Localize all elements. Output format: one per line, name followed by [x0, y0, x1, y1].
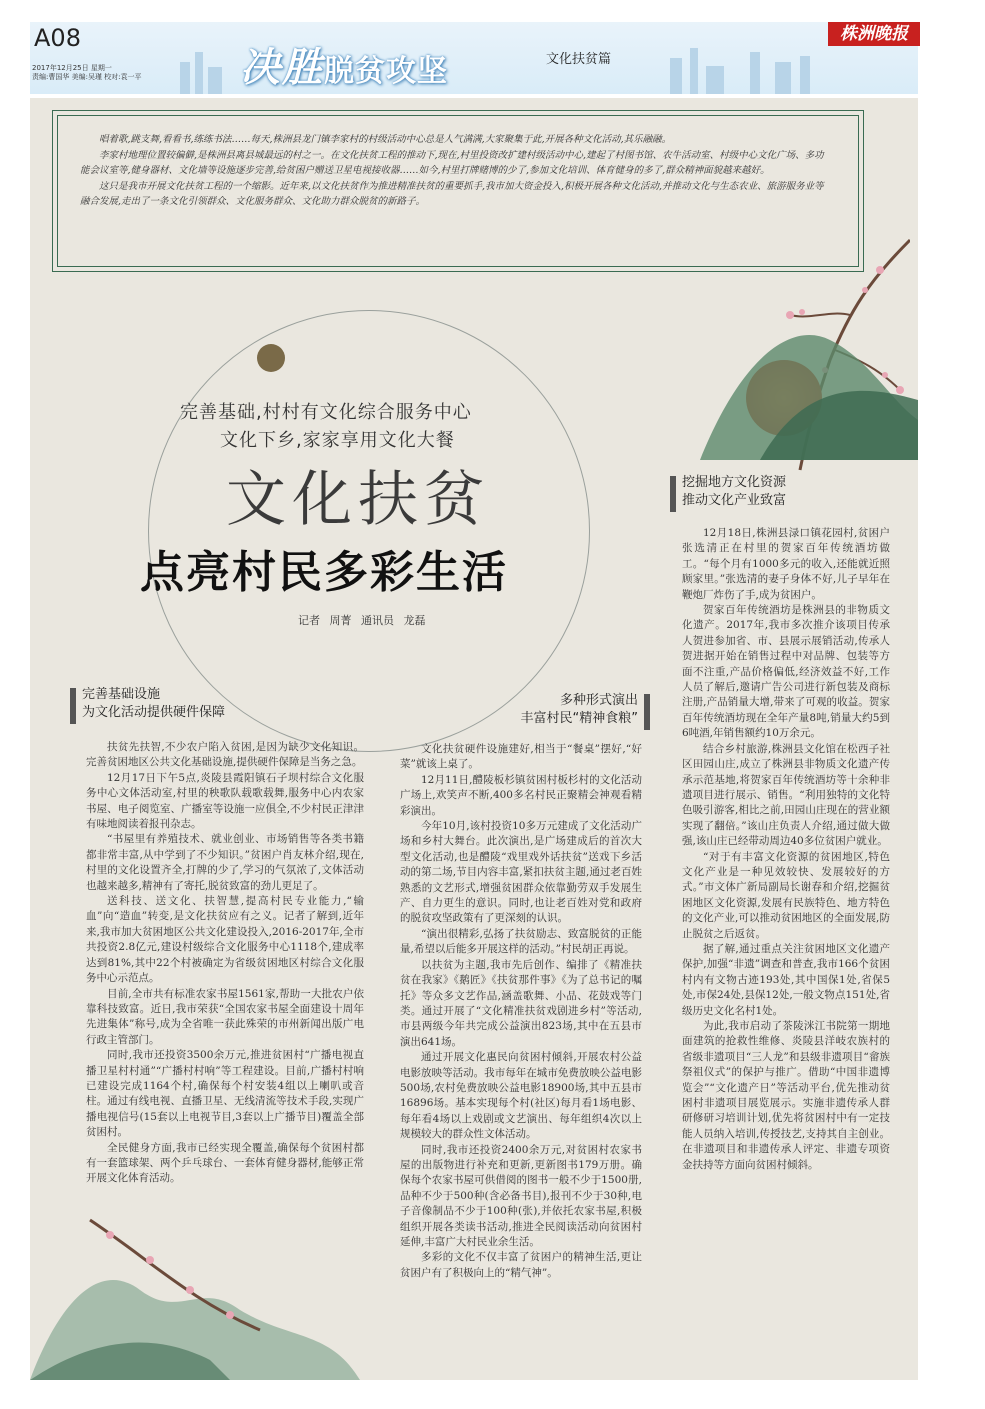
header-banner	[30, 22, 918, 94]
body-paragraph: 12月11日,醴陵板杉镇贫困村板杉村的文化活动广场上,欢笑声不断,400多名村民正聚精会神观看精彩演出。	[400, 773, 642, 817]
decorative-dot	[257, 344, 285, 372]
subhead-bar	[644, 694, 650, 730]
section1-body	[86, 740, 364, 1187]
section2-subhead	[488, 692, 650, 728]
headline-sub2: 文化下乡,家家享用文化大餐	[220, 430, 455, 451]
body-paragraph: 同时,我市还投资3500余万元,推进贫困村“广播电视直播卫星村村通”“广播村村响”等工程建设。目前,广播村村响已建设完成1164个村,确保每个村安装4组以上喇叭或音柱。通过有线电视、直播卫星、无线清流等技术手段,实现广播电视信号(15套以上电视节目,3套以上广播节目)覆盖全部贫困村。	[86, 1049, 364, 1139]
body-paragraph: 为此,我市启动了茶陵洣江书院第一期地面建筑的抢救性维修、炎陵县洋岐农族村的省级非遗项目“三人龙”和县级非遗项目“畲族祭祖仪式”的保护与推广。借助“中国非遗博览会”“文化遗产日”等活动平台,优先推动贫困村非遗项目展览展示。实施非遗传承人群研修研习培训计划,优先将贫困村中有一定技能人员纳入培训,传授技艺,支持其自主创业。在非遗项目和非遗传承人评定、非遗专项资金扶持等方面向贫困村倾斜。	[682, 1020, 890, 1171]
date-text: 2017年12月25日 星期一	[32, 64, 112, 72]
body-paragraph: “书屋里有养殖技术、就业创业、市场销售等各类书籍都非常丰富,从中学到了不少知识。”贫困户肖友林介绍,现在,村里的文化设置齐全,打牌的少了,学习的气氛浓了,文体活动也越来越多,精神有了寄托,脱贫致富的劲儿更足了。	[86, 833, 364, 892]
body-paragraph: 贺家百年传统酒坊是株洲县的非物质文化遗产。2017年,我市多次推介该项目传承人贺进参加省、市、县展示展销活动,传承人贺进据开始在销售过程中对品牌、包装等方面不注重,产品价格偏低,经济效益不好,工作人员了解后,邀请广告公司进行新包装及商标注册,产品销量大增,带来了可观的收益。贺家百年传统酒坊现在全年产量8吨,销量大约5到6吨酒,年销售额约10万余元。	[682, 604, 890, 740]
body-paragraph: 12月17日下午5点,炎陵县霞阳镇石子坝村综合文化服务中心文体活动室,村里的秧歌队载歌载舞,服务中心内农家书屋、电子阅览室、广播室等设施一应俱全,不少村民正津津有味地阅读着报刊杂志。	[86, 771, 364, 831]
section3-head2: 推动文化产业致富	[682, 493, 787, 508]
mountain-decoration	[700, 300, 918, 460]
intro-text	[80, 132, 832, 210]
masthead-big: 决胜	[240, 45, 324, 91]
bottom-mountain-decoration	[30, 1180, 450, 1380]
section1-head1: 完善基础设施	[82, 687, 161, 702]
section3-body	[682, 526, 890, 1173]
headline-title1: 文化扶贫	[226, 465, 490, 535]
body-paragraph: “演出很精彩,弘扬了扶贫励志、致富脱贫的正能量,希望以后能多开展这样的活动。”村民胡正再说。	[400, 927, 642, 956]
byline: 记者 周菁 通讯员 龙磊	[298, 614, 426, 627]
body-paragraph: 全民健身方面,我市已经实现全覆盖,确保每个贫困村都有一套篮球架、两个乒乓球台、一套体育健身器材,能够正常开展文化体育活动。	[86, 1141, 364, 1185]
section2-head1: 多种形式演出	[559, 693, 638, 708]
body-paragraph: 以扶贫为主题,我市先后创作、编排了《精准扶贫在我家》《鹅匠》《扶贫那件事》《为了总书记的嘱托》等众多文艺作品,涵盖歌舞、小品、花鼓戏等门类。通过开展了“文化精准扶贫戏剧进乡村”等活动,市县两级今年共完成公益演出823场,其中在五县市演出641场。	[400, 958, 642, 1048]
section3-subhead	[670, 474, 786, 510]
date-line	[32, 64, 142, 82]
headline-title2: 点亮村民多彩生活	[140, 547, 508, 598]
body-paragraph: 今年10月,该村投资10多万元建成了文化活动广场和乡村大舞台。此次演出,是广场建成后的首次大型文化活动,也是醴陵“戏里戏外话扶贫”送戏下乡活动的第二场,节目内容丰富,紧扣扶贫主题,通过老百姓熟悉的文艺形式,增强贫困群众依靠勤劳双手发展生产、自力更生的意识。同时,也让老百姓对党和政府的脱贫攻坚政策有了更深刻的认识。	[400, 820, 642, 925]
section2-body	[400, 742, 642, 1281]
masthead-mid: 脱贫攻坚	[324, 54, 448, 89]
body-paragraph: 12月18日,株洲县渌口镇花园村,贫困户张选清正在村里的贺家百年传统酒坊做工。“每个月有1000多元的收入,还能就近照顾家里。”张选清的妻子身体不好,儿子早年在鞭炮厂炸伤了手,成为贫困户。	[682, 527, 890, 601]
body-paragraph: 文化扶贫硬件设施建好,相当于“餐桌”摆好,“好菜”就该上桌了。	[400, 743, 642, 771]
headline-sub1: 完善基础,村村有文化综合服务中心	[180, 402, 472, 423]
subhead-bar	[70, 688, 76, 724]
skyline-decoration	[30, 22, 918, 94]
intro-paragraph: 李家村地理位置较偏僻,是株洲县离县城最远的村之一。在文化扶贫工程的推动下,现在,村里投资改扩建村级活动中心,建起了村图书馆、农牛活动室、村级中心文化广场、多功能会议室等,健身器材、文化墙等设施逐步完善,给贫困户赠送卫星电视接收器……如今,村里打牌赌博的少了,参加文化培训、体育健身的多了,群众精神面貌越来越好。	[80, 150, 824, 176]
body-paragraph: “对于有丰富文化资源的贫困地区,特色文化产业是一种见效较快、发展较好的方式。”市文体广新局副局长谢春和介绍,挖掘贫困地区文化资源,发展有民族特色、地方特色的文化产业,可以推动贫困地区的全面发展,防止脱贫之后返贫。	[682, 850, 890, 940]
subhead-bar	[670, 476, 676, 512]
section1-head2: 为文化活动提供硬件保障	[82, 705, 226, 720]
intro-paragraph: 唱着歌,跳支舞,看看书,练练书法……每天,株洲县龙门镇李家村的村级活动中心总是人气满满,大家聚集于此,开展各种文化活动,其乐融融。	[99, 134, 672, 145]
section2-head2: 丰富村民“精神食粮”	[520, 711, 638, 726]
body-paragraph: 多彩的文化不仅丰富了贫困户的精神生活,更让贫困户有了积极向上的“精气神”。	[400, 1251, 642, 1279]
body-paragraph: 目前,全市共有标准农家书屋1561家,帮助一大批农户依靠科技致富。近日,我市荣获“全国农家书屋全面建设十周年先进集体”称号,成为全省唯一获此殊荣的市州新闻出版广电行政主管部门。	[86, 987, 364, 1046]
masthead	[240, 36, 448, 93]
body-paragraph: 扶贫先扶智,不少农户陷入贫困,是因为缺少文化知识。完善贫困地区公共文化基础设施,提供硬件保障是当务之急。	[86, 741, 364, 769]
body-paragraph: 结合乡村旅游,株洲县文化馆在松西子社区田园山庄,成立了株洲县非物质文化遗产传承示范基地,将贺家百年传统酒坊等十余种非遗项目进行展示、销售。“利用独特的文化特色吸引游客,相比之前,田园山庄现在的营业额实现了翻倍。”该山庄负责人介绍,通过做大做强,该山庄已经带动周边40多位贫困户就业。	[682, 742, 890, 848]
body-paragraph: 据了解,通过重点关注贫困地区文化遗产保护,加强“非遗”调查和普查,我市166个贫困村内有文物古迹193处,其中国保1处,省保5处,市保24处,县保12处,一般文物点151处,省级历史文化名村1处。	[682, 942, 890, 1017]
page-number: A08	[34, 24, 81, 52]
intro-paragraph: 这只是我市开展文化扶贫工程的一个缩影。近年来,以文化扶贫作为推进精准扶贫的重要抓手,我市加大资金投入,积极开展各种文化活动,并推动文化与生态农业、旅游服务业等融合发展,走出了一条文化引领群众、文化服务群众、文化助力群众脱贫的新路子。	[80, 181, 824, 207]
paper-logo: 株洲晚报	[828, 22, 920, 46]
body-paragraph: 同时,我市还投资2400余万元,对贫困村农家书屋的出版物进行补充和更新,更新图书179万册。确保每个农家书屋可供借阅的图书一般不少于1500册,品种不少于500种(含必备书目),报刊不少于30种,电子音像制品不少于100种(张),并依托农家书屋,积极组织开展各类读书活动,推进全民阅读活动向贫困村延伸,丰富广大村民业余生活。	[400, 1143, 642, 1248]
section-tag: 文化扶贫篇	[546, 52, 612, 67]
section1-subhead	[70, 686, 225, 722]
body-paragraph: 通过开展文化惠民向贫困村倾斜,开展农村公益电影放映等活动。我市每年在城市免费放映公益电影500场,农村免费放映公益电影18900场,其中五县市16896场。基本实现每个村(社区)每月看1场电影、每年看4场以上戏剧或文艺演出、每年组织4次以上规模较大的群众性文体活动。	[400, 1051, 642, 1141]
editors-text: 责编:曹国华 美编:吴瑾 校对:袁一平	[32, 73, 142, 81]
body-paragraph: 送科技、送文化、扶智慧,提高村民专业能力,“输血”向“造血”转变,是文化扶贫应有之义。记者了解到,近年来,我市加大贫困地区公共文化建设投入,2016-2017年,全市共投资2.8亿元,建设村级综合文化服务中心1118个,建成率达到81%,其中22个村被确定为省级贫困地区村综合文化服务中心示范点。	[86, 895, 364, 985]
section3-head1: 挖掘地方文化资源	[682, 475, 787, 490]
